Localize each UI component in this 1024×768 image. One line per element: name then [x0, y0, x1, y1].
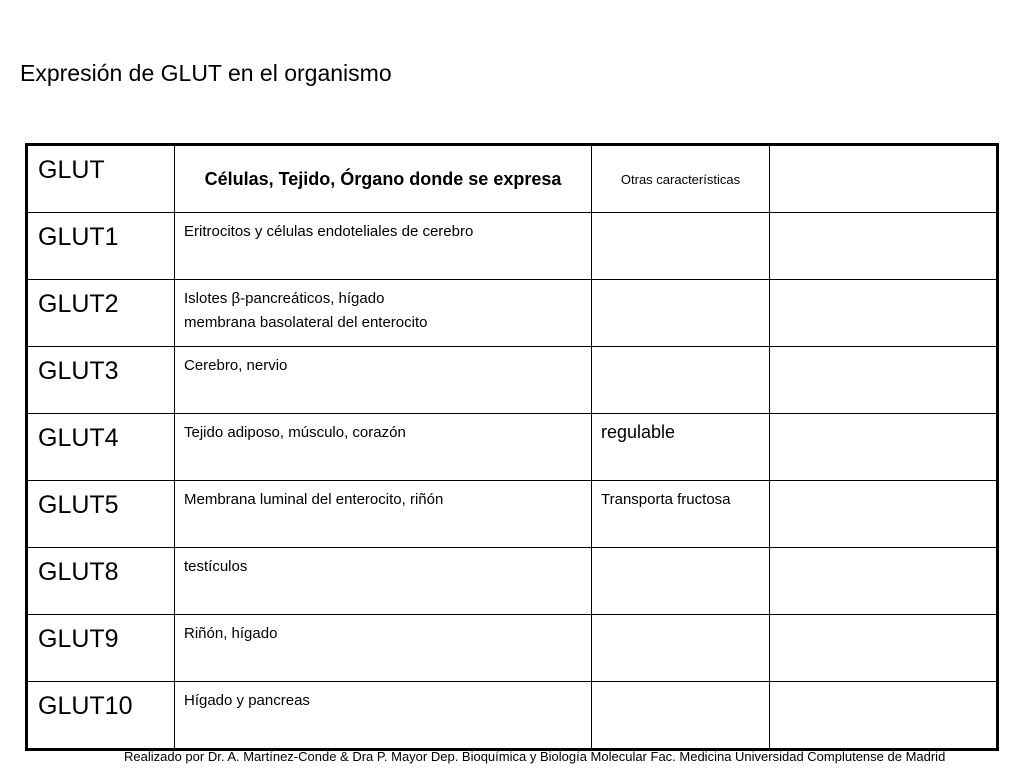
- row-cells-tissue: [175, 280, 592, 347]
- row-cells-tissue: [175, 481, 592, 548]
- table-row: [27, 548, 998, 615]
- row-other: Transporta fructosa: [592, 481, 770, 548]
- row-cells-line-1: Riñón, hígado: [184, 625, 278, 642]
- row-other: [592, 280, 770, 347]
- table-row: [27, 280, 998, 347]
- row-other: [592, 548, 770, 615]
- row-cells-line-1: Hígado y pancreas: [184, 692, 310, 709]
- row-cells-line-1: Membrana luminal del enterocito, riñón: [184, 491, 444, 508]
- row-other: regulable: [592, 414, 770, 481]
- row-extra: [770, 414, 998, 481]
- table-row: [27, 682, 998, 750]
- row-extra: [770, 213, 998, 280]
- table-row: [27, 347, 998, 414]
- table-row: [27, 615, 998, 682]
- table-row: [27, 414, 998, 481]
- row-other: [592, 615, 770, 682]
- header-extra-cell: [770, 145, 998, 213]
- footer-credit: Realizado por Dr. A. Martínez-Conde & Dra P. Mayor Dep. Bioquímica y Biología Molecular Fac. Medicina Universidad Complutense de Madrid: [124, 749, 946, 764]
- table-row: [27, 481, 998, 548]
- header-cells-tissue-organ: Células, Tejido, Órgano donde se expresa: [175, 145, 592, 213]
- slide-title: Expresión de GLUT en el organismo: [20, 60, 392, 86]
- row-extra: [770, 548, 998, 615]
- header-other-characteristics: Otras características: [592, 145, 770, 213]
- row-other: [592, 347, 770, 414]
- row-cells-line-1: Islotes β-pancreáticos, hígado: [184, 290, 385, 307]
- row-cells-line-1: Tejido adiposo, músculo, corazón: [184, 424, 406, 441]
- row-extra: [770, 615, 998, 682]
- row-glut-name: GLUT4: [27, 414, 175, 481]
- row-cells-line-1: testículos: [184, 558, 248, 575]
- row-cells-line-1: Eritrocitos y células endoteliales de cerebro: [184, 223, 474, 240]
- row-cells-tissue: [175, 213, 592, 280]
- row-cells-tissue: [175, 682, 592, 750]
- row-cells-tissue: [175, 548, 592, 615]
- table-row: [27, 213, 998, 280]
- row-cells-line-2: membrana basolateral del enterocito: [184, 314, 428, 331]
- row-cells-tissue: [175, 414, 592, 481]
- row-cells-line-1: Cerebro, nervio: [184, 357, 288, 374]
- header-glut: GLUT: [27, 145, 175, 213]
- row-extra: [770, 347, 998, 414]
- row-glut-name: GLUT1: [27, 213, 175, 280]
- row-glut-name: GLUT2: [27, 280, 175, 347]
- table-header-row: [27, 145, 998, 213]
- row-glut-name: GLUT9: [27, 615, 175, 682]
- row-extra: [770, 280, 998, 347]
- row-extra: [770, 682, 998, 750]
- row-other: [592, 213, 770, 280]
- glut-expression-table: [25, 143, 999, 751]
- row-extra: [770, 481, 998, 548]
- row-cells-tissue: [175, 347, 592, 414]
- row-cells-tissue: [175, 615, 592, 682]
- row-glut-name: GLUT8: [27, 548, 175, 615]
- row-glut-name: GLUT5: [27, 481, 175, 548]
- row-glut-name: GLUT3: [27, 347, 175, 414]
- row-glut-name: GLUT10: [27, 682, 175, 750]
- row-other: [592, 682, 770, 750]
